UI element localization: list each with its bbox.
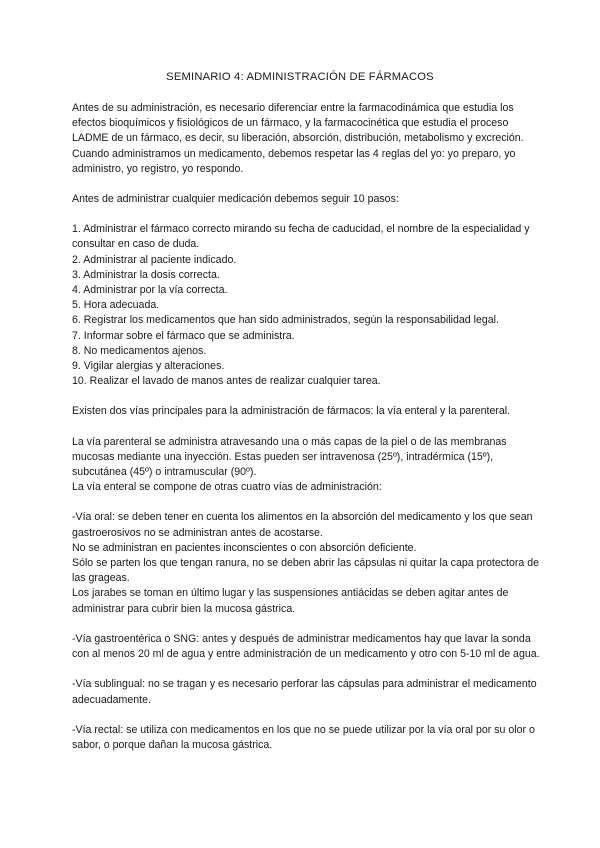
list-item: 1. Administrar el fármaco correcto mirando su fecha de caducidad, el nombre de la especialidad y consultar en caso de duda. bbox=[72, 223, 530, 251]
oral-route-note: No se administran en pacientes inconscientes o con absorción deficiente. bbox=[72, 541, 417, 554]
list-item: 10. Realizar el lavado de manos antes de realizar cualquier tarea. bbox=[72, 375, 381, 388]
steps-list bbox=[72, 222, 542, 389]
oral-route-note: Los jarabes se toman en último lugar y las suspensiones antiácidas se deben agitar antes de administrar para cubrir bien la mucosa gástrica. bbox=[72, 587, 509, 615]
list-item: 2. Administrar al paciente indicado. bbox=[72, 253, 237, 266]
steps-intro: Antes de administrar cualquier medicación debemos seguir 10 pasos: bbox=[72, 193, 399, 206]
oral-route-paragraph: -Vía oral: se deben tener en cuenta los alimentos en la absorción del medicamento y los que sean gastroerosivos no se administran antes de acostarse. bbox=[72, 511, 533, 539]
list-item: 6. Registrar los medicamentos que han sido administrados, según la responsabilidad legal. bbox=[72, 314, 499, 327]
oral-route-note: Sólo se parten los que tengan ranura, no se deben abrir las cápsulas ni quitar la capa protectora de las grageas. bbox=[72, 557, 540, 585]
rules-paragraph: Cuando administramos un medicamento, debemos respetar las 4 reglas del yo: yo preparo, yo administro, yo registro, yo respondo. bbox=[72, 147, 516, 175]
routes-intro: Existen dos vías principales para la administración de fármacos: la vía enteral y la parenteral. bbox=[72, 405, 511, 418]
list-item: 8. No medicamentos ajenos. bbox=[72, 344, 207, 357]
list-item: 7. Informar sobre el fármaco que se administra. bbox=[72, 329, 295, 342]
enteral-paragraph: La vía enteral se compone de otras cuatro vías de administración: bbox=[72, 481, 382, 494]
document-body bbox=[72, 101, 542, 753]
rectal-route-paragraph: -Vía rectal: se utiliza con medicamentos en los que no se puede utilizar por la vía oral por su olor o sabor, o porque dañan la mucosa gástrica. bbox=[72, 723, 535, 751]
page-title: SEMINARIO 4: ADMINISTRACIÓN DE FÁRMACOS bbox=[166, 71, 434, 83]
list-item: 4. Administrar por la vía correcta. bbox=[72, 284, 228, 297]
sng-route-paragraph: -Vía gastroentérica o SNG: antes y después de administrar medicamentos hay que lavar la sonda con al menos 20 ml de agua y entre administración de un medicamento y otro con 5-10 ml de agua. bbox=[72, 632, 540, 661]
list-item: 3. Administrar la dosis correcta. bbox=[72, 268, 220, 281]
intro-paragraph: Antes de su administración, es necesario diferenciar entre la farmacodinámica que estudia los efectos bioquímicos y fisiológicos de un fármaco, y la farmacocinética que estudia el proceso LADME de un fármaco, es decir, su liberación, absorción, distribución, metabolismo y excreción. bbox=[72, 102, 524, 145]
sublingual-route-paragraph: -Vía sublingual: no se tragan y es necesario perforar las cápsulas para administrar el medicamento adecuadamente. bbox=[72, 678, 537, 706]
list-item: 5. Hora adecuada. bbox=[72, 299, 160, 312]
list-item: 9. Vigilar alergias y alteraciones. bbox=[72, 360, 225, 373]
parenteral-paragraph: La vía parenteral se administra atravesando una o más capas de la piel o de las membranas mucosas mediante una inyección. Estas pueden ser intravenosa (25º), intradérmica (15º), subcutánea (45º) o intramuscular (90º). bbox=[72, 435, 507, 479]
